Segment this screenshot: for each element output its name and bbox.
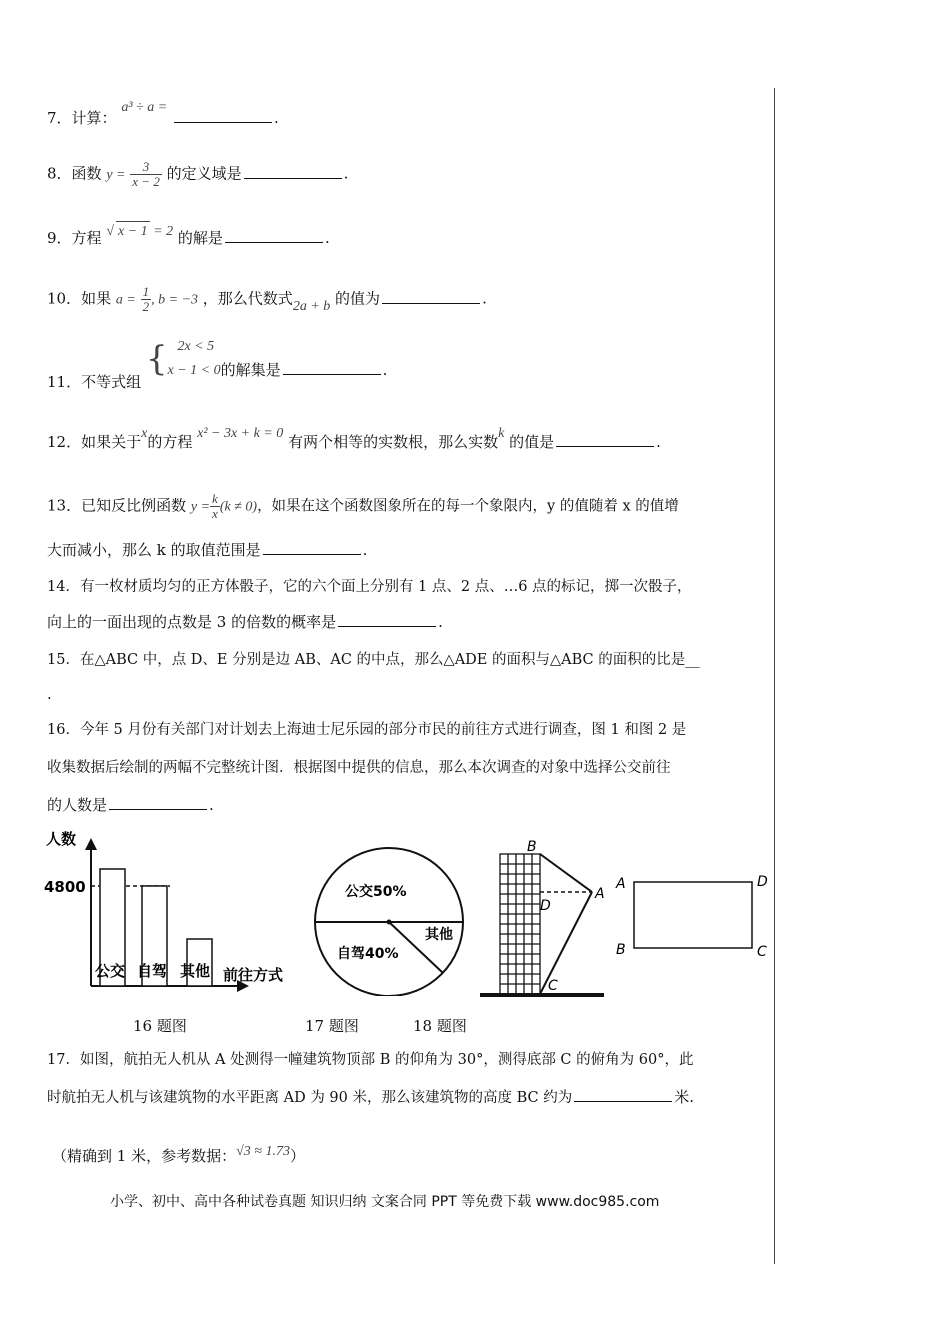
question-15: 15．在△ABC 中，点 D、E 分别是边 AB、AC 的中点，那么△ADE 的面积与△ABC 的面积的比是__ — [47, 652, 700, 668]
q7-expression: a³ ÷ a = — [121, 100, 168, 115]
q12-mid2: 有两个相等的实数根，那么实数 — [288, 433, 499, 451]
bar-chart — [40, 826, 300, 996]
q17-end: 米. — [674, 1088, 694, 1106]
q7-end: . — [273, 109, 279, 127]
q10-fraction — [141, 285, 152, 314]
q17-line2: 时航拍无人机与该建筑物的水平距离 AD 为 90 米，那么该建筑物的高度 BC 约为 — [47, 1090, 573, 1106]
q10-numerator: 1 — [142, 284, 150, 299]
q8-y: y = — [106, 167, 126, 183]
q8-fraction — [130, 160, 162, 189]
rect-label-D: D — [757, 874, 768, 890]
bar-chart-ylabel: 人数 — [46, 830, 77, 848]
answer-blank[interactable] — [244, 164, 342, 179]
question-16-line3 — [47, 795, 214, 815]
answer-blank[interactable] — [382, 289, 480, 304]
question-14-line2 — [47, 612, 443, 632]
answer-blank[interactable] — [338, 612, 436, 627]
q12-end: . — [656, 433, 661, 451]
q11-line2: x − 1 < 0 — [167, 363, 221, 378]
answer-blank[interactable] — [263, 540, 361, 555]
label-B: B — [527, 839, 537, 855]
rect-label-B: B — [616, 942, 626, 958]
y-axis-arrow — [85, 838, 97, 850]
q10-b: , b = −3 — [151, 292, 199, 308]
q13-denominator: x — [212, 506, 218, 521]
q12-suffix: 的值是 — [509, 433, 555, 451]
answer-blank[interactable] — [225, 228, 323, 243]
q13-line2: 大而减小，那么 k 的取值范围是 — [47, 541, 261, 559]
q14-end: . — [438, 613, 443, 631]
pie-chart — [305, 826, 475, 996]
page-footer: 小学、初中、高中各种试卷真题 知识归纳 文案合同 PPT 等免费下载 www.doc985.com — [110, 1194, 660, 1210]
label-A: A — [595, 886, 605, 902]
question-13 — [47, 492, 679, 521]
q11-suffix: 的解集是 — [220, 361, 281, 379]
q13-prefix: 13．已知反比例函数 — [47, 496, 187, 515]
q13-text: ，如果在这个函数图象所在的每一个象限内，y 的值随着 x 的值增 — [257, 498, 679, 515]
line-AB — [540, 854, 592, 892]
q8-end: . — [343, 164, 349, 183]
label-D: D — [540, 898, 551, 914]
question-10 — [47, 285, 487, 314]
question-15-line2: . — [47, 685, 52, 703]
q11-end: . — [382, 361, 388, 379]
question-8 — [47, 160, 348, 189]
question-17-line2 — [47, 1087, 694, 1108]
question-16-line2: 收集数据后绘制的两幅不完整统计图．根据图中提供的信息，那么本次调查的对象中选择公交前往 — [47, 760, 671, 776]
answer-blank[interactable] — [574, 1087, 672, 1102]
answer-blank[interactable] — [556, 432, 654, 447]
q11-prefix: 11．不等式组 — [47, 373, 142, 391]
question-16: 16．今年 5 月份有关部门对计划去上海迪士尼乐园的部分市民的前往方式进行调查，图 1 和图 2 是 — [47, 722, 687, 738]
q10-prefix: 10．如果 — [47, 289, 112, 308]
q17-note-expr: √3 ≈ 1.73 — [236, 1144, 290, 1159]
right-margin-line — [774, 88, 775, 1264]
q12-equation: x² − 3x + k = 0 — [197, 426, 284, 441]
q12-prefix: 12．如果关于 — [47, 433, 142, 451]
category-label-zijia: 自驾 — [137, 962, 168, 980]
q17-note-prefix: （精确到 1 米，参考数据： — [52, 1147, 237, 1165]
question-7 — [47, 100, 279, 130]
q9-prefix: 9．方程 — [47, 229, 102, 247]
question-17-note — [52, 1146, 305, 1168]
rect-label-C: C — [757, 944, 767, 960]
q10-a: a = — [115, 292, 136, 308]
rect-label-A: A — [616, 876, 626, 892]
bar-chart-xlabel: 前往方式 — [223, 966, 284, 984]
question-17: 17．如图，航拍无人机从 A 处测得一幢建筑物顶部 B 的仰角为 30°，测得底部 C 的俯角为 60°，此 — [47, 1052, 694, 1068]
rectangle-ABCD — [634, 882, 752, 948]
q8-suffix: 的定义域是 — [166, 164, 242, 183]
caption-17: 17 题图 — [305, 1017, 359, 1035]
q13-numerator: k — [212, 491, 218, 506]
label-C: C — [548, 978, 558, 994]
q12-x: x — [141, 426, 148, 441]
q11-line1: 2x < 5 — [177, 339, 215, 354]
pie-label-zijia: 自驾40% — [337, 946, 399, 962]
q16-end: . — [209, 796, 214, 814]
q8-prefix: 8．函数 — [47, 164, 102, 183]
q8-numerator: 3 — [130, 160, 162, 175]
q9-suffix: 的解是 — [177, 229, 223, 247]
q13-condition: (k ≠ 0) — [219, 499, 258, 515]
category-label-qita: 其他 — [180, 962, 211, 980]
q7-prefix: 7．计算： — [47, 109, 117, 127]
caption-18: 18 题图 — [413, 1017, 467, 1035]
question-11 — [47, 335, 388, 391]
q11-brace: { — [145, 339, 168, 379]
q10-mid: ，那么代数式 — [202, 289, 293, 308]
building-figure — [478, 834, 608, 1000]
q9-radicand: x − 1 — [116, 221, 150, 242]
q8-denominator: x − 2 — [132, 174, 160, 189]
q10-end: . — [482, 289, 487, 308]
q12-k: k — [498, 426, 505, 441]
pie-label-qita: 其他 — [425, 927, 453, 943]
answer-blank[interactable] — [174, 108, 272, 123]
q14-line2: 向上的一面出现的点数是 3 的倍数的概率是 — [47, 613, 337, 631]
category-label-gongjiao: 公交 — [95, 962, 126, 980]
q17-note-suffix: ） — [289, 1147, 305, 1165]
q13-end: . — [362, 541, 368, 559]
tick-label-4800: 4800 — [44, 878, 86, 896]
rectangle-figure — [612, 868, 772, 968]
q10-denominator: 2 — [142, 299, 150, 314]
q13-fraction — [210, 492, 220, 521]
pie-center — [387, 920, 392, 925]
q10-expression: 2a + b — [292, 298, 331, 314]
question-14: 14．有一枚材质均匀的正方体骰子，它的六个面上分别有 1 点、2 点、…6 点的标记，掷一次骰子， — [47, 579, 692, 595]
question-13-line2 — [47, 540, 367, 560]
q9-end: . — [324, 229, 330, 247]
q9-rhs: = 2 — [153, 224, 174, 239]
q13-y: y = — [190, 499, 211, 515]
q10-suffix: 的值为 — [335, 289, 381, 308]
question-9: 9．方程 √ x − 1 = 2 的解是 . — [47, 228, 330, 250]
question-12 — [47, 426, 661, 454]
q11-system — [168, 335, 221, 383]
building-grid — [500, 854, 540, 994]
q12-mid: 的方程 — [147, 433, 193, 451]
answer-blank[interactable] — [283, 360, 381, 375]
caption-16: 16 题图 — [133, 1017, 187, 1035]
answer-blank[interactable] — [109, 795, 207, 810]
pie-label-gongjiao: 公交50% — [345, 884, 407, 900]
q16-line3: 的人数是 — [47, 796, 108, 814]
